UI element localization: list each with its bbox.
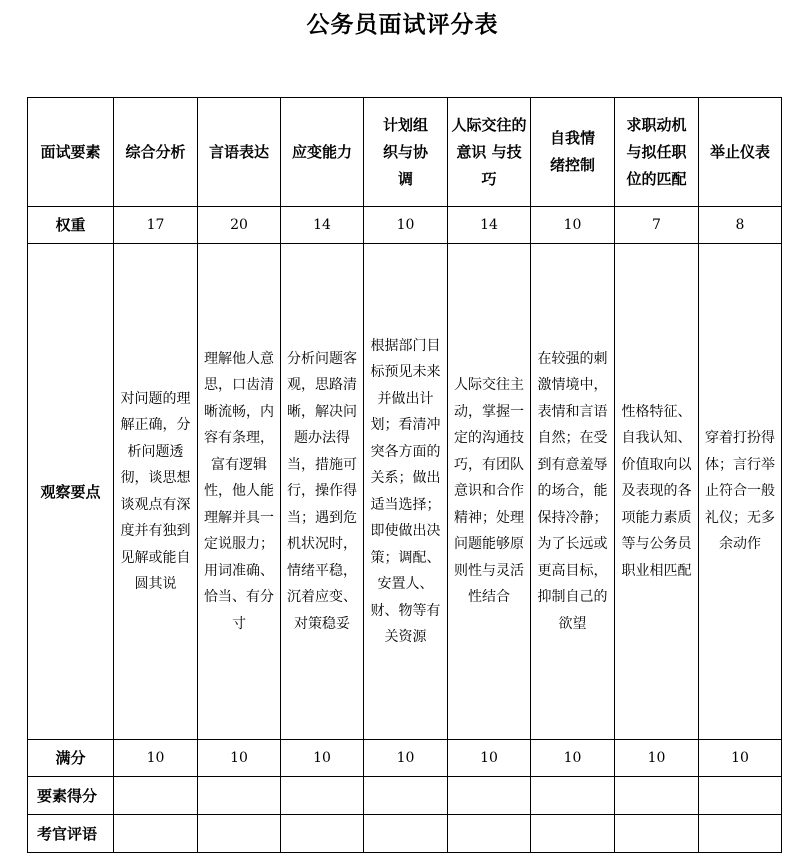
header-cell: 计划组织与协调	[364, 98, 448, 207]
examiner-comment-label: 考官评语	[28, 815, 114, 853]
full-score-value: 10	[198, 740, 281, 777]
weight-value: 7	[615, 207, 699, 244]
examiner-comment-cell[interactable]	[114, 815, 198, 853]
weight-value: 14	[281, 207, 364, 244]
weight-label: 权重	[28, 207, 114, 244]
full-score-label: 满分	[28, 740, 114, 777]
weight-value: 17	[114, 207, 198, 244]
observation-row	[28, 244, 782, 740]
examiner-comment-cell[interactable]	[699, 815, 782, 853]
element-score-cell[interactable]	[531, 777, 615, 815]
header-cell: 人际交往的意识 与技巧	[448, 98, 531, 207]
weight-row	[28, 207, 782, 244]
weight-value: 20	[198, 207, 281, 244]
examiner-comment-cell[interactable]	[281, 815, 364, 853]
header-cell: 自我情绪控制	[531, 98, 615, 207]
page-title: 公务员面试评分表	[306, 12, 499, 38]
header-cell: 应变能力	[281, 98, 364, 207]
observation-text: 性格特征、自我认知、价值取向以及表现的各项能力素质等与公务员职业相匹配	[615, 244, 699, 740]
element-score-cell[interactable]	[615, 777, 699, 815]
observation-text: 穿着打扮得体；言行举止符合一般礼仪；无多余动作	[699, 244, 782, 740]
full-score-value: 10	[531, 740, 615, 777]
element-score-cell[interactable]	[699, 777, 782, 815]
full-score-value: 10	[364, 740, 448, 777]
full-score-value: 10	[114, 740, 198, 777]
weight-value: 10	[531, 207, 615, 244]
header-row-label: 面试要素	[28, 98, 114, 207]
examiner-comment-cell[interactable]	[531, 815, 615, 853]
observation-text: 理解他人意思，口齿清晰流畅，内容有条理，富有逻辑性，他人能理解并具一定说服力；用词准确、恰当、有分寸	[198, 244, 281, 740]
score-table	[27, 97, 782, 853]
header-cell: 综合分析	[114, 98, 198, 207]
examiner-comment-cell[interactable]	[364, 815, 448, 853]
full-score-value: 10	[281, 740, 364, 777]
observation-text: 人际交往主动，掌握一定的沟通技巧，有团队意识和合作精神；处理问题能够原则性与灵活性结合	[448, 244, 531, 740]
observation-text: 对问题的理解正确，分析问题透彻，谈思想谈观点有深度并有独到见解或能自圆其说	[114, 244, 198, 740]
observation-text: 根据部门目标预见未来并做出计划；看清冲突各方面的关系；做出适当选择；即使做出决策；调配、安置人、财、物等有关资源	[364, 244, 448, 740]
element-score-cell[interactable]	[114, 777, 198, 815]
header-cell: 求职动机与拟任职位的匹配	[615, 98, 699, 207]
header-cell: 言语表达	[198, 98, 281, 207]
full-score-value: 10	[615, 740, 699, 777]
header-row	[28, 98, 782, 207]
weight-value: 8	[699, 207, 782, 244]
header-cell: 举止仪表	[699, 98, 782, 207]
observation-label: 观察要点	[28, 244, 114, 740]
examiner-comment-cell[interactable]	[615, 815, 699, 853]
element-score-row	[28, 777, 782, 815]
weight-value: 14	[448, 207, 531, 244]
element-score-cell[interactable]	[364, 777, 448, 815]
observation-text: 分析问题客观，思路清晰，解决问题办法得当，措施可行，操作得当；遇到危机状况时，情绪平稳，沉着应变、对策稳妥	[281, 244, 364, 740]
element-score-cell[interactable]	[281, 777, 364, 815]
examiner-comment-row	[28, 815, 782, 853]
element-score-label: 要素得分	[28, 777, 114, 815]
examiner-comment-cell[interactable]	[198, 815, 281, 853]
element-score-cell[interactable]	[198, 777, 281, 815]
observation-text: 在较强的刺激情境中，表情和言语自然；在受到有意羞辱的场合，能保持冷静；为了长远或更高目标，抑制自己的欲望	[531, 244, 615, 740]
full-score-value: 10	[699, 740, 782, 777]
full-score-row	[28, 740, 782, 777]
examiner-comment-cell[interactable]	[448, 815, 531, 853]
element-score-cell[interactable]	[448, 777, 531, 815]
weight-value: 10	[364, 207, 448, 244]
full-score-value: 10	[448, 740, 531, 777]
